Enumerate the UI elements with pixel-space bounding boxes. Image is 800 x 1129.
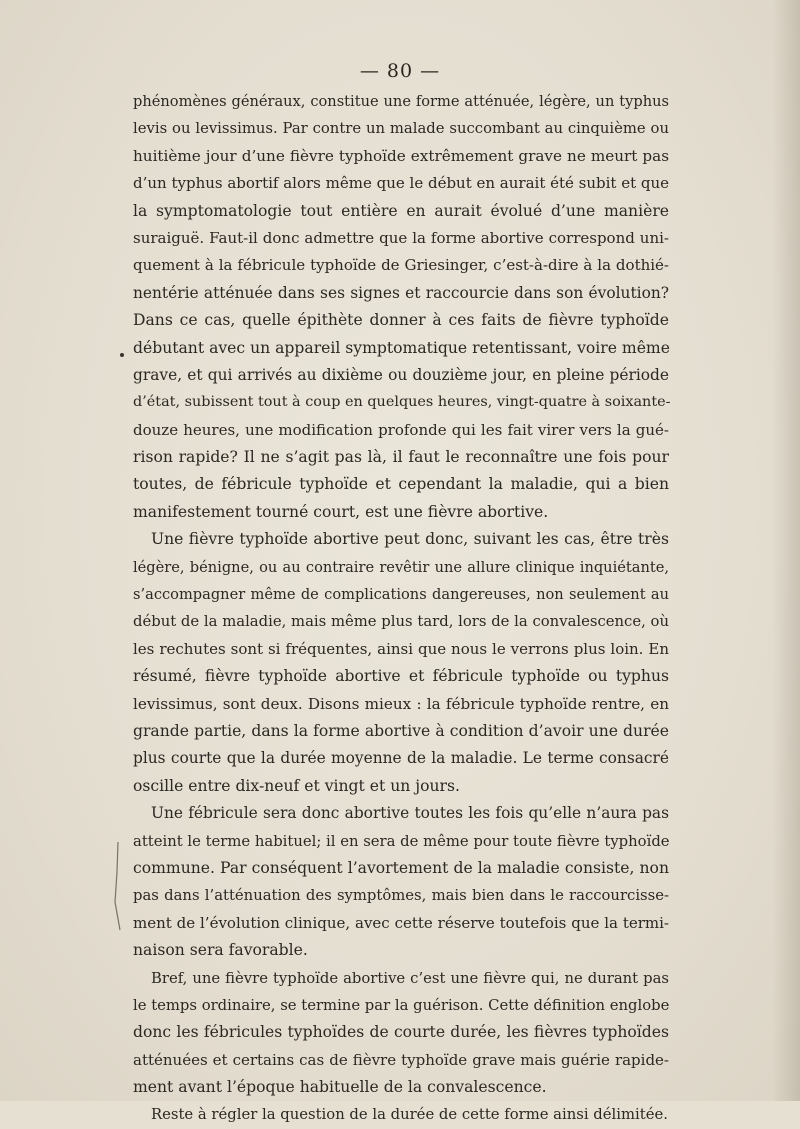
text-line: ment de l’évolution clinique, avec cette réserve toutefois que la termi- [133, 913, 669, 932]
text-line: le temps ordinaire, se termine par la guérison. Cette définition englobe [133, 996, 670, 1014]
text-line: donc les fébricules typhoïdes de courte durée, les fièvres typhoïdes [133, 1023, 669, 1042]
text-line: naison sera favorable. [133, 941, 308, 960]
text-line: résumé, fièvre typhoïde abortive et fébricule typhoïde ou typhus [133, 667, 669, 686]
text-line: rison rapide? Il ne s’agit pas là, il faut le reconnaître une fois pour [133, 448, 669, 467]
text-line: oscille entre dix-neuf et vingt et un jours. [133, 776, 460, 795]
text-line: s’accompagner même de complications dangereuses, non seulement au [133, 586, 669, 604]
text-line: les rechutes sont si fréquentes, ainsi que nous le verrons plus loin. En [133, 639, 669, 658]
margin-dot-mark [120, 353, 124, 357]
text-line: nentérie atténuée dans ses signes et raccourcie dans son évolution? [133, 283, 669, 302]
text-line: levis ou levissimus. Par contre un malade succombant au cinquième ou [133, 120, 669, 138]
text-line: phénomènes généraux, constitue une forme atténuée, légère, un typhus [133, 93, 669, 110]
text-line: levissimus, sont deux. Disons mieux : la fébricule typhoïde rentre, en [133, 694, 669, 713]
text-line: manifestement tourné court, est une fièvre abortive. [133, 502, 549, 521]
text-line: ment avant l’époque habituelle de la convalescence. [133, 1078, 547, 1097]
text-line: huitième jour d’une fièvre typhoïde extrêmement grave ne meurt pas [133, 146, 669, 165]
text-line: douze heures, une modification profonde qui les fait virer vers la gué- [133, 420, 669, 439]
text-line: toutes, de fébricule typhoïde et cependant la maladie, qui a bien [133, 475, 669, 494]
text-line: légère, bénigne, ou au contraire revêtir une allure clinique inquiétante, [133, 558, 669, 576]
text-line: grave, et qui arrivés au dixième ou douzième jour, en pleine période [133, 365, 669, 384]
text-line: Bref, une fièvre typhoïde abortive c’est une fièvre qui, ne durant pas [151, 969, 669, 987]
text-line: la symptomatologie tout entière en aurait évolué d’une manière [133, 201, 669, 220]
text-line: d’un typhus abortif alors même que le début en aurait été subit et que [133, 174, 670, 193]
text-line: Une fièvre typhoïde abortive peut donc, suivant les cas, être très [151, 530, 669, 549]
text-line: Dans ce cas, quelle épithète donner à ces faits de fièvre typhoïde [133, 311, 669, 330]
margin-pencil-mark [112, 842, 122, 930]
page-edge-shadow [772, 0, 800, 1101]
body-text [133, 88, 669, 1129]
page-number: — 80 — [359, 60, 441, 82]
text-line: plus courte que la durée moyenne de la maladie. Le terme consacré [133, 749, 669, 768]
text-line: Une fébricule sera donc abortive toutes les fois qu’elle n’aura pas [151, 804, 669, 823]
text-line: commune. Par conséquent l’avortement de la maladie consiste, non [133, 858, 669, 877]
text-line: début de la maladie, mais même plus tard, lors de la convalescence, où [133, 613, 669, 631]
text-line: pas dans l’atténuation des symptômes, mais bien dans le raccourcisse- [133, 887, 669, 905]
text-line: atteint le terme habituel; il en sera de même pour toute fièvre typhoïde [133, 832, 670, 850]
text-line: d’état, subissent tout à coup en quelques heures, vingt-quatre à soixante- [133, 394, 671, 411]
text-line: quement à la fébricule typhoïde de Griesinger, c’est-à-dire à la dothié- [133, 256, 669, 275]
text-line: grande partie, dans la forme abortive à condition d’avoir une durée [133, 721, 669, 740]
text-line: débutant avec un appareil symptomatique retentissant, voire même [133, 338, 670, 357]
text-line: suraiguë. Faut-il donc admettre que la forme abortive correspond uni- [133, 228, 669, 247]
text-line: atténuées et certains cas de fièvre typhoïde grave mais guérie rapide- [133, 1050, 669, 1069]
text-line: Reste à régler la question de la durée de cette forme ainsi délimitée. [151, 1106, 668, 1124]
